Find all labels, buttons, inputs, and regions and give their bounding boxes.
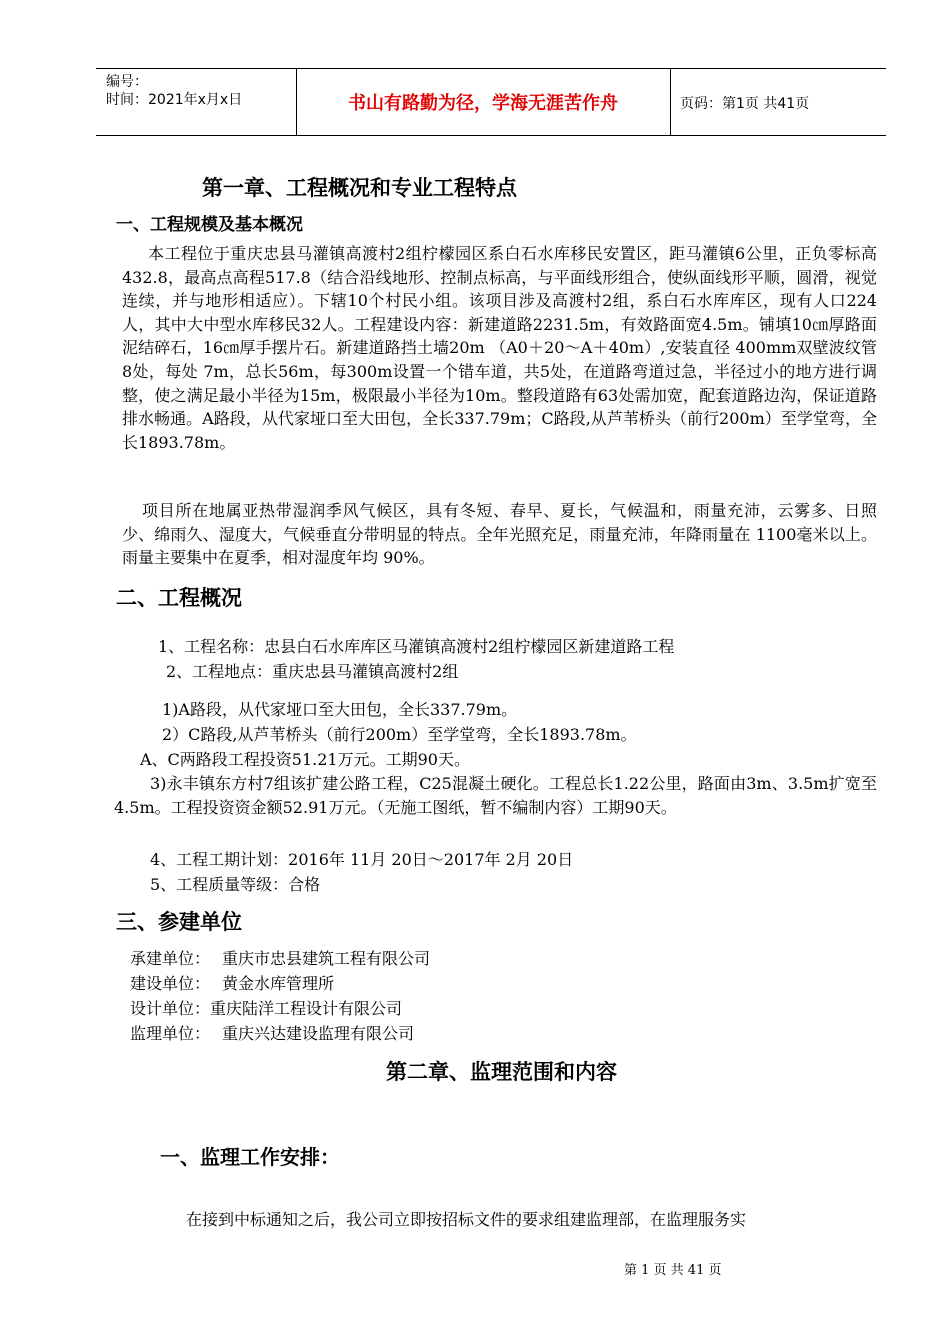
header-divider: [670, 69, 671, 135]
page-footer: 第 1 页 共 41 页: [624, 1263, 722, 1278]
number-label: 编号：: [106, 74, 148, 90]
unit-row: [130, 946, 430, 969]
chapter-title: 第二章、监理范围和内容: [386, 1060, 617, 1084]
unit-value: 重庆兴达建设监理有限公司: [222, 1024, 415, 1043]
unit-label: 承建单位：: [130, 949, 211, 968]
paragraph: 项目所在地属亚热带湿润季风气候区，具有冬短、春早、夏长，气候温和，雨量充沛，云雾多、日照少、绵雨久、湿度大，气候垂直分带明显的特点。全年光照充足，雨量充沛，年降雨量在 1100毫米以上。雨量主要集中在夏季，相对湿度年均 90%。: [122, 501, 877, 568]
page-header: [96, 68, 886, 136]
list-item: A、C两路段工程投资51.21万元。工期90天。: [140, 750, 470, 769]
header-meta: [106, 73, 242, 109]
list-item: 2）C路段,从芦苇桥头（前行200m）至学堂弯，全长1893.78m。: [162, 725, 637, 744]
header-motto: 书山有路勤为径，学海无涯苦作舟: [348, 93, 618, 114]
unit-label: 建设单位：: [130, 974, 211, 993]
list-item: 4、工程工期计划：2016年 11月 20日～2017年 2月 20日: [150, 850, 574, 869]
section-title: 一、监理工作安排：: [160, 1145, 340, 1169]
time-label: 时间：2021年x月x日: [106, 92, 243, 108]
header-page-info: 页码：第1页 共41页: [680, 96, 810, 112]
section-title: 一、工程规模及基本概况: [116, 215, 303, 235]
section-title: 二、工程概况: [116, 586, 242, 610]
unit-value: 黄金水库管理所: [222, 974, 335, 993]
list-item: 1)A路段，从代家垭口至大田包，全长337.79m。: [162, 700, 518, 719]
unit-value: 重庆市忠县建筑工程有限公司: [222, 949, 431, 968]
unit-label: 设计单位：: [130, 999, 211, 1018]
paragraph: 3)永丰镇东方村7组该扩建公路工程，C25混凝土硬化。工程总长1.22公里，路面由3m、3.5m扩宽至4.5m。工程投资资金额52.91万元。（无施工图纸，暂不编制内容）工期90天。: [114, 774, 877, 817]
paragraph: 本工程位于重庆忠县马灌镇高渡村2组柠檬园区系白石水库移民安置区，距马灌镇6公里，正负零标高432.8，最高点高程517.8（结合沿线地形、控制点标高，与平面线形组合，使纵面线形平顺，圆滑，视觉连续，并与地形相适应）。下辖10个村民小组。该项目涉及高渡村2组，系白石水库库区，现有人口224人，其中大中型水库移民32人。工程建设内容：新建道路2231.5m，有效路面宽4.5m。铺填10㎝厚路面泥结碎石，16㎝厚手摆片石。新建道路挡土墙20m （A0＋20～A＋40m）,安装直径 400mm双壁波纹管8处，每处 7m，总长56m，每300m设置一个错车道，共5处，在道路弯道过急，半径过小的地方进行调整，使之满足最小半径为15m，极限最小半径为10m。整段道路有63处需加宽，配套道路边沟，保证道路排水畅通。A路段，从代家垭口至大田包，全长337.79m；C路段,从芦苇桥头（前行200m）至学堂弯，全长1893.78m。: [122, 244, 877, 452]
list-item: 2、工程地点：重庆忠县马灌镇高渡村2组: [166, 662, 459, 681]
unit-row: [130, 1021, 414, 1044]
unit-row: [130, 996, 402, 1019]
list-item: 5、工程质量等级：合格: [150, 875, 321, 894]
paragraph: 在接到中标通知之后，我公司立即按招标文件的要求组建监理部，在监理服务实: [186, 1210, 747, 1229]
chapter-title: 第一章、工程概况和专业工程特点: [202, 176, 517, 200]
unit-label: 监理单位：: [130, 1024, 211, 1043]
section-title: 三、参建单位: [116, 910, 242, 934]
unit-value: 重庆陆洋工程设计有限公司: [210, 999, 403, 1018]
unit-row: [130, 971, 334, 994]
list-item: 1、工程名称：忠县白石水库库区马灌镇高渡村2组柠檬园区新建道路工程: [158, 637, 675, 656]
